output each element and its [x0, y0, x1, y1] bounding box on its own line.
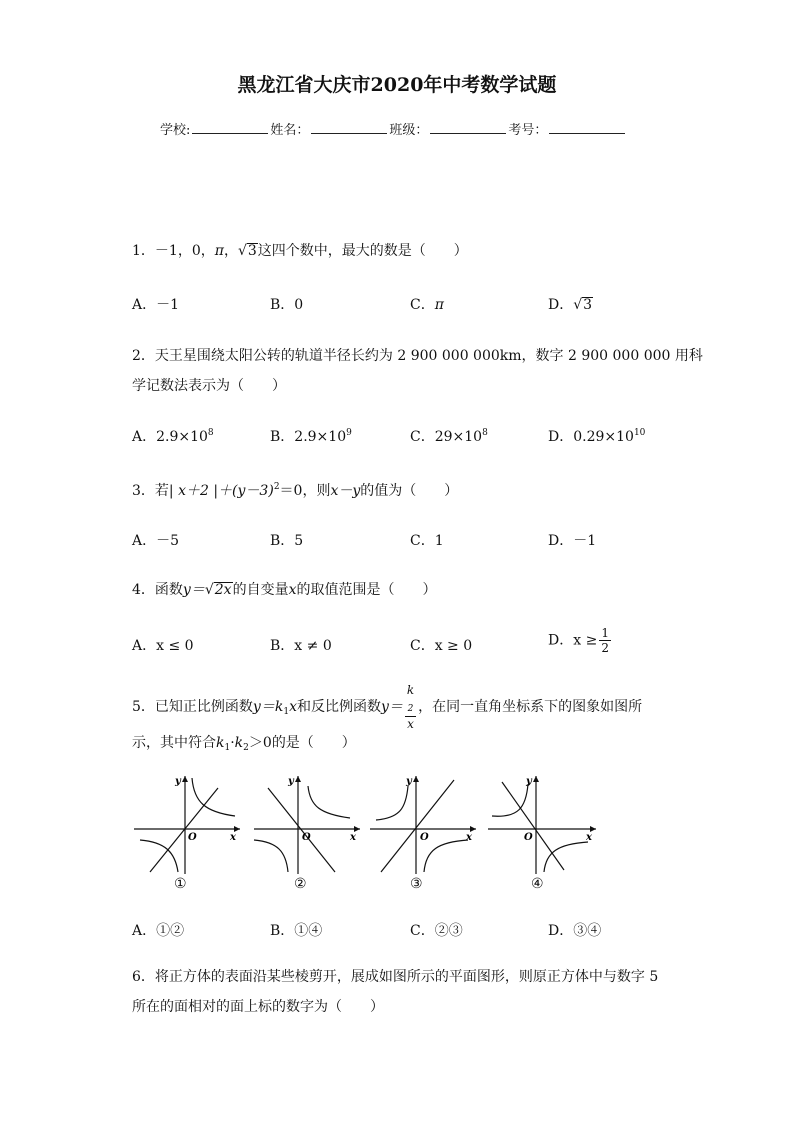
exam-number-blank	[549, 121, 625, 134]
svg-text:y: y	[406, 776, 412, 787]
question-3-stem: 3．若| x＋2 $|+(y-3)^2=0$，则x－y的值为（ ）	[132, 482, 459, 499]
svg-text:O: O	[524, 832, 533, 843]
question-2-line-2: 学记数法表示为（ ）	[132, 378, 286, 394]
q3-option-c: C．1	[410, 533, 444, 549]
q1-pi: π	[214, 243, 224, 259]
school-label: 学校:	[160, 123, 191, 138]
q1-sqrt-symbol: √	[237, 243, 247, 259]
axis-x-label: x	[230, 832, 236, 843]
q5-option-d: D．③④	[548, 923, 602, 939]
svg-text:x: x	[586, 832, 592, 843]
name-blank	[311, 121, 387, 134]
question-2-line-1: 2．天王星围绕太阳公转的轨道半径长约为 2 900 000 000km，数字 2 900 000 000 用科	[132, 348, 703, 364]
student-info-line	[160, 119, 627, 138]
q4-fraction: $\frac{1}{2}$	[601, 626, 609, 655]
class-label: 班级：	[389, 123, 429, 138]
page-title: 黑龙江省大庆市2020年中考数学试题	[237, 74, 557, 96]
question-5-line-1: 5．已知正比例函数$y=k_1x$和反比例函数y＝ k $_2$ x ，在同一直角坐标系下的图象如图所	[132, 683, 643, 731]
q1-option-d: D．√3	[548, 297, 593, 313]
graph-label-2: ②	[294, 876, 307, 892]
q5-option-a: A．①②	[132, 923, 185, 939]
graph-2	[250, 772, 365, 877]
graph-label-3: ③	[410, 876, 423, 892]
origin-label: O	[188, 832, 197, 843]
q2-option-c: C．$29\times 10^8$	[410, 428, 488, 445]
axis-y-label: y	[175, 776, 181, 787]
q5-option-b: B．①④	[270, 923, 323, 939]
exam-number-label: 考号：	[508, 123, 548, 138]
graph-3	[366, 772, 481, 877]
question-1-stem	[132, 240, 468, 260]
q4-option-a: A．x ≤ 0	[132, 638, 194, 654]
q1-option-c: C．π	[410, 297, 444, 313]
svg-text:y: y	[288, 776, 294, 787]
question-6-line-1: 6．将正方体的表面沿某些棱剪开，展成如图所示的平面图形，则原正方体中与数字 5	[132, 969, 659, 985]
q1-suffix: 这四个数中，最大的数是（ ）	[257, 243, 468, 259]
q1-separator: ，	[223, 243, 238, 259]
q2-option-d: D．$0.29\times 10^{10}$	[548, 428, 646, 445]
school-blank	[192, 121, 268, 134]
q1-radicand: 3	[247, 243, 257, 259]
q3-option-d: D．－1	[548, 533, 597, 549]
q5-option-c: C．②③	[410, 923, 463, 939]
q4-option-b: B．x ≠ 0	[270, 638, 332, 654]
q1-option-a: A．－1	[132, 297, 180, 313]
q3-option-b: B．5	[270, 533, 304, 549]
class-blank	[430, 121, 506, 134]
q4-option-d: D．x ≥ $\frac{1}{2}$	[548, 626, 609, 655]
svg-text:y: y	[526, 776, 532, 787]
svg-text:O: O	[302, 832, 311, 843]
q4-option-c: C．x ≥ 0	[410, 638, 473, 654]
q5-fraction: k $_2$ x	[406, 683, 415, 731]
q2-option-b: B．$2.9\times 10^9$	[270, 428, 352, 445]
name-label: 姓名：	[270, 123, 310, 138]
question-6-line-2: 所在的面相对的面上标的数字为（ ）	[132, 999, 384, 1015]
q2-option-a: A．$2.9\times 10^8$	[132, 428, 214, 445]
q3-option-a: A．－5	[132, 533, 180, 549]
graph-label-4: ④	[531, 876, 544, 892]
svg-text:O: O	[420, 832, 429, 843]
graph-4	[484, 772, 602, 877]
question-5-line-2: 示，其中符合$k_1\cdot k_2>0$的是（ ）	[132, 735, 356, 753]
svg-text:x: x	[350, 832, 356, 843]
svg-text:x: x	[466, 832, 472, 843]
q3-expression: | x＋2 |＋(y－3)	[168, 483, 274, 499]
q1-prefix: 1．－1，0，	[132, 243, 215, 259]
graph-label-1: ①	[174, 876, 187, 892]
question-4-stem: 4．函数y＝√2x的自变量x的取值范围是（ ）	[132, 582, 437, 598]
graph-1	[130, 772, 245, 877]
q1-option-b: B．0	[270, 297, 304, 313]
